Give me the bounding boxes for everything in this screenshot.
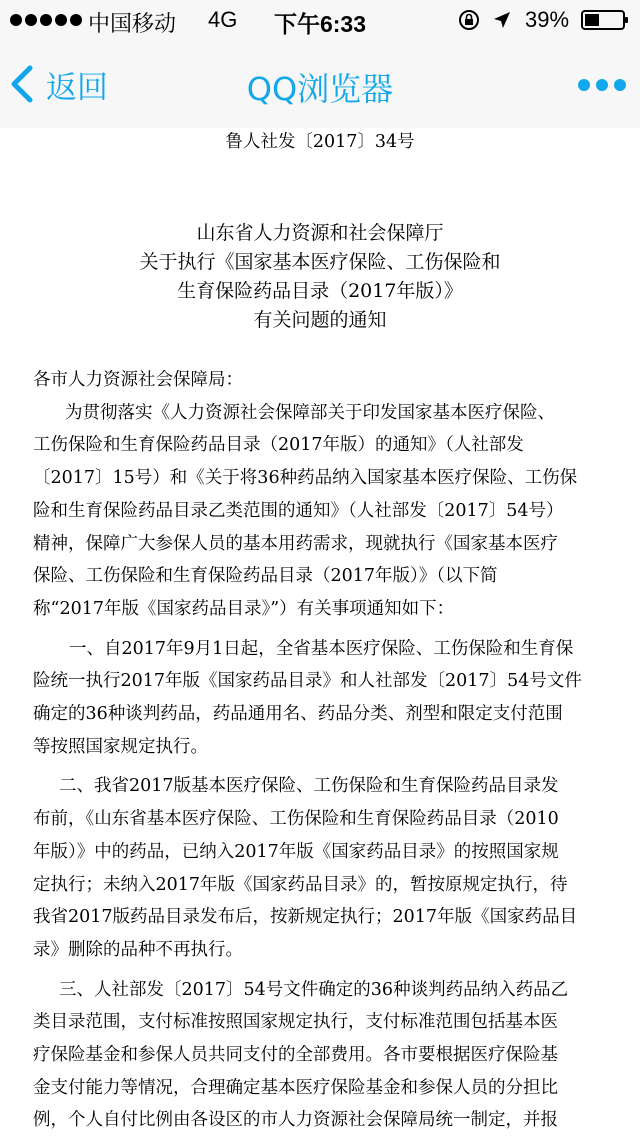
title-line: 生育保险药品目录（2017年版）》: [177, 280, 463, 302]
body-line: 保险、工伤保险和生育保险药品目录（2017年版）》（以下简: [33, 566, 498, 587]
title-line: 关于执行《国家基本医疗保险、工伤保险和: [139, 251, 501, 273]
document-body: [33, 364, 613, 1137]
more-dots-icon[interactable]: [578, 74, 626, 96]
battery-percent: 39%: [525, 7, 570, 32]
document-title: [0, 219, 640, 335]
page-title: QQ浏览器: [246, 70, 394, 108]
document-number: 鲁人社发〔2017〕34号: [225, 132, 415, 152]
body-line: 等按照国家规定执行。: [33, 736, 208, 757]
body-line: 确定的36种谈判药品，药品通用名、药品分类、剂型和限定支付范围: [33, 704, 563, 725]
location-arrow-icon: [492, 10, 512, 30]
body-line: 例，个人自付比例由各设区的市人力资源社会保障局统一制定，并报: [33, 1110, 558, 1131]
body-line: 称“2017年版《国家药品目录》”）有关事项通知如下：: [33, 598, 455, 619]
body-line: 我省2017版药品目录发布后，按新规定执行；2017年版《国家药品目: [33, 907, 578, 928]
battery-icon: [581, 10, 629, 30]
body-line: 精神，保障广大参保人员的基本用药需求，现就执行《国家基本医疗: [33, 533, 558, 554]
carrier-name: 中国移动: [88, 11, 177, 36]
title-line: 山东省人力资源和社会保障厅: [196, 222, 444, 244]
body-line: 三、人社部发〔2017〕54号文件确定的36种谈判药品纳入药品乙: [59, 979, 569, 1000]
body-line: 布前，《山东省基本医疗保险、工伤保险和生育保险药品目录（2010: [33, 809, 559, 830]
body-line: 二、我省2017版基本医疗保险、工伤保险和生育保险药品目录发: [59, 776, 559, 797]
body-line: 〔2017〕15号）和《关于将36种药品纳入国家基本医疗保险、工伤保: [33, 468, 578, 489]
body-line: 录》删除的品种不再执行。: [33, 939, 243, 960]
body-line: 工伤保险和生育保险药品目录（2017年版）的通知》（人社部发: [33, 435, 524, 456]
document-content: [0, 128, 640, 1136]
orientation-lock-icon: [458, 9, 480, 31]
body-line: 金支付能力等情况，合理确定基本医疗保险基金和参保人员的分担比: [33, 1077, 558, 1098]
body-line: 险统一执行2017年版《国家药品目录》和人社部发〔2017〕54号文件: [33, 671, 582, 692]
browser-nav-bar: [0, 40, 640, 128]
network-type: 4G: [208, 7, 238, 32]
body-line: 险和生育保险药品目录乙类范围的通知》（人社部发〔2017〕54号）: [33, 500, 564, 521]
body-line: 疗保险基金和参保人员共同支付的全部费用。各市要根据医疗保险基: [33, 1045, 558, 1066]
body-line: 为贯彻落实《人力资源社会保障部关于印发国家基本医疗保险、: [65, 402, 555, 423]
salutation: 各市人力资源社会保障局：: [33, 370, 243, 390]
body-line: 年版）》中的药品，已纳入2017年版《国家药品目录》的按照国家规: [33, 841, 559, 862]
status-time: 下午6:33: [273, 11, 367, 37]
body-line: 定执行；未纳入2017年版《国家药品目录》的，暂按原规定执行，待: [33, 874, 568, 895]
status-bar: [0, 0, 640, 40]
body-line: 类目录范围，支付标准按照国家规定执行，支付标准范围包括基本医: [33, 1012, 558, 1033]
back-label: 返回: [46, 69, 108, 106]
body-line: 一、自2017年9月1日起，全省基本医疗保险、工伤保险和生育保: [69, 638, 574, 659]
title-line: 有关问题的通知: [253, 309, 387, 331]
